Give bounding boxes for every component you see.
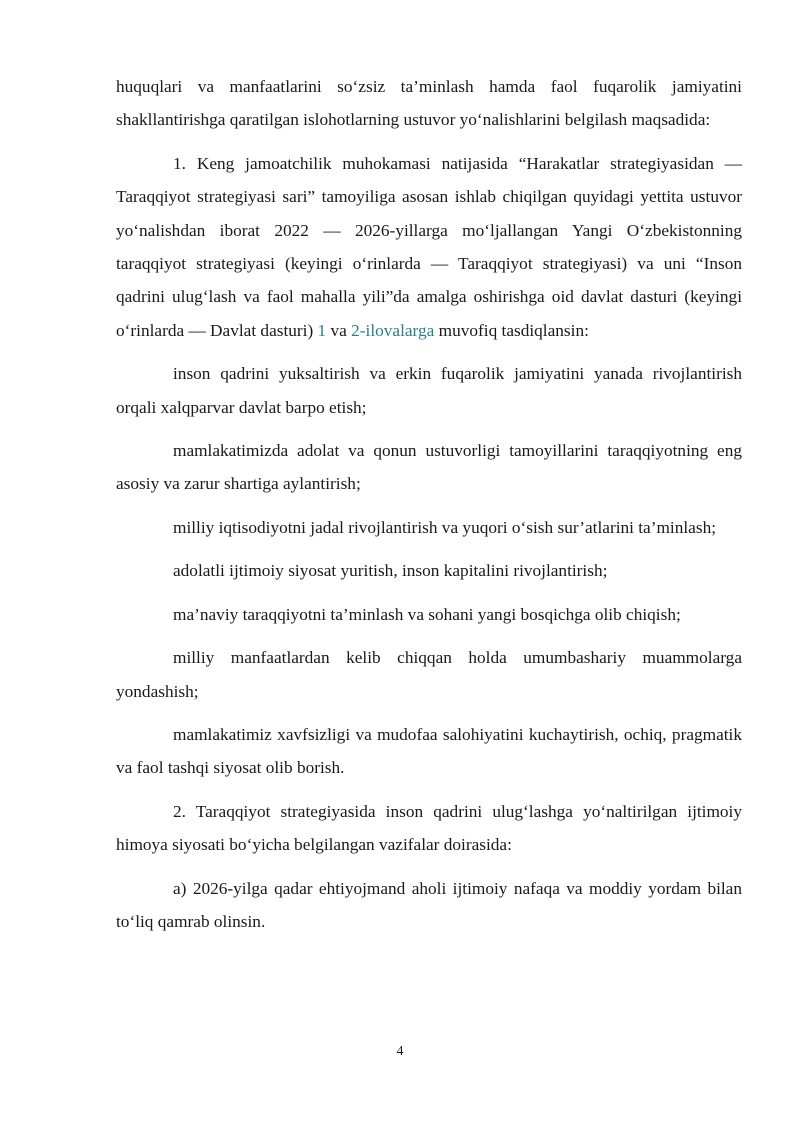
- paragraph-item-2a: a) 2026-yilga qadar ehtiyojmand aholi ijtimoiy nafaqa va moddiy yordam bilan to‘liq qamrab olinsin.: [116, 878, 742, 931]
- direction-1: inson qadrini yuksaltirish va erkin fuqarolik jamiyatini yanada rivojlantirish orqali xalqparvar davlat barpo etish;: [116, 364, 742, 417]
- direction-7: mamlakatimiz xavfsizligi va mudofaa salohiyatini kuchaytirish, ochiq, pragmatik va faol tashqi siyosat olib borish.: [116, 724, 742, 778]
- direction-3: milliy iqtisodiyotni jadal rivojlantirish va yuqori o‘sish sur’atlarini ta’minlash;: [173, 517, 717, 537]
- item-1-text: 1. Keng jamoatchilik muhokamasi natijasida “Harakatlar strategiyasidan — Taraqqiyot strategiyasi sari” tamoyiliga asosan ishlab chiqilgan quyidagi yettita ustuvor yo‘nalishdan iborat 2022 — 2026-yillarga mo‘ljallangan Yangi O‘zbekistonning taraqqiyot strategiyasi (keyingi o‘rinlarda — Taraqqiyot strategiyasi) va uni “Inson qadrini ulug‘lash va faol mahalla yili”da amalga oshirishga oid davlat dasturi (keyingi o‘rinlarda — Davlat dasturi): [116, 153, 742, 340]
- annex-2-link[interactable]: 2-ilovalarga: [351, 320, 435, 340]
- paragraph-item-1: [116, 147, 742, 347]
- direction-4: adolatli ijtimoiy siyosat yuritish, inson kapitalini rivojlantirish;: [173, 561, 608, 581]
- paragraph-item-2: 2. Taraqqiyot strategiyasida inson qadrini ulug‘lashga yo‘naltirilgan ijtimoiy himoya siyosati bo‘yicha belgilangan vazifalar doirasida:: [116, 801, 742, 855]
- direction-6: milliy manfaatlardan kelib chiqqan holda umumbashariy muammolarga yondashish;: [116, 648, 742, 701]
- item-1-and: va: [326, 320, 352, 340]
- direction-5: ma’naviy taraqqiyotni ta’minlash va sohani yangi bosqichga olib chiqish;: [173, 604, 681, 624]
- paragraph-intro: huquqlari va manfaatlarini so‘zsiz ta’minlash hamda faol fuqarolik jamiyatini shakllantirishga qaratilgan islohotlarning ustuvor yo‘nalishlarini belgilash maqsadida:: [116, 77, 742, 130]
- item-1-tail: muvofiq tasdiqlansin:: [434, 320, 589, 340]
- page-number: 4: [396, 1044, 404, 1059]
- document-body: [116, 70, 742, 938]
- annex-1-link[interactable]: 1: [317, 320, 327, 340]
- direction-2: mamlakatimizda adolat va qonun ustuvorligi tamoyillarini taraqqiyotning eng asosiy va zarur shartiga aylantirish;: [116, 441, 742, 494]
